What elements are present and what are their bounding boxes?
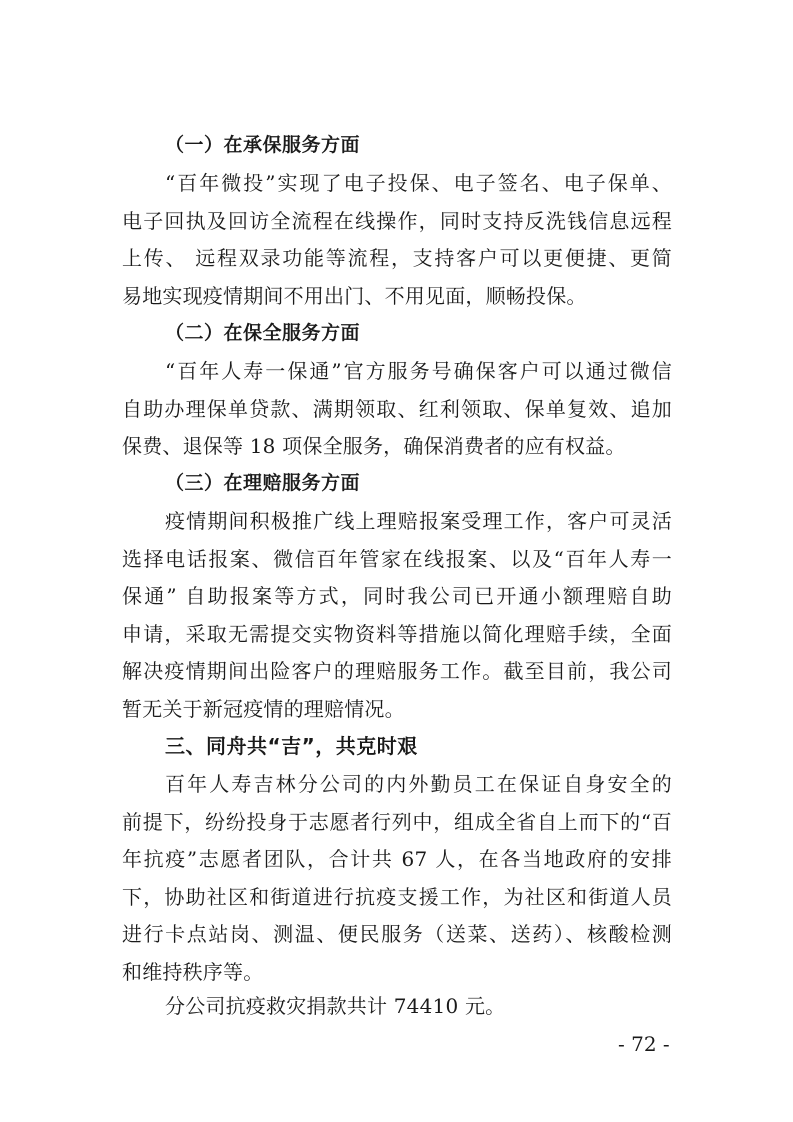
paragraph-line: “百年微投”实现了电子投保、电子签名、电子保单、 (165, 171, 672, 195)
subsection-heading-underwriting: （一）在承保服务方面 (165, 134, 361, 156)
paragraph-line: 上传、 远程双录功能等流程，支持客户可以更便捷、更简 (122, 246, 672, 270)
section-heading-together: 三、同舟共“吉”，共克时艰 (165, 734, 418, 758)
paragraph-line: 易地实现疫情期间不用出门、不用见面，顺畅投保。 (122, 284, 587, 308)
page-number: - 72 - (618, 1032, 670, 1056)
paragraph-line: 下，协助社区和街道进行抗疫支援工作，为社区和街道人员 (122, 885, 672, 909)
paragraph-line: 解决疫情期间出险客户的理赔服务工作。截至目前，我公司 (122, 659, 672, 683)
paragraph-line: 自助办理保单贷款、满期领取、红利领取、保单复效、追加 (122, 397, 672, 421)
paragraph-line: 年抗疫”志愿者团队，合计共 67 人，在各当地政府的安排 (122, 847, 672, 871)
donation-line: 分公司抗疫救灾捐款共计 74410 元。 (165, 994, 506, 1018)
paragraph-line: 保费、退保等 18 项保全服务，确保消费者的应有权益。 (122, 434, 626, 458)
paragraph-line: 申请，采取无需提交实物资料等措施以简化理赔手续，全面 (122, 622, 672, 646)
paragraph-line: 保通” 自助报案等方式，同时我公司已开通小额理赔自助 (122, 584, 672, 608)
paragraph-line: 选择电话报案、微信百年管家在线报案、以及“百年人寿一 (122, 547, 672, 571)
paragraph-line: 进行卡点站岗、测温、便民服务（送菜、送药）、核酸检测 (122, 922, 672, 946)
paragraph-line: 前提下，纷纷投身于志愿者行列中，组成全省自上而下的“百 (122, 810, 672, 834)
paragraph-line: 暂无关于新冠疫情的理赔情况。 (122, 697, 405, 721)
paragraph-line: 百年人寿吉林分公司的内外勤员工在保证自身安全的 (165, 772, 672, 796)
paragraph-line: 和维持秩序等。 (122, 960, 264, 984)
paragraph-line: 电子回执及回访全流程在线操作，同时支持反洗钱信息远程 (122, 209, 672, 233)
subsection-heading-preservation: （二）在保全服务方面 (165, 322, 361, 344)
paragraph-line: 疫情期间积极推广线上理赔报案受理工作，客户可灵活 (165, 509, 672, 533)
paragraph-line: “百年人寿一保通”官方服务号确保客户可以通过微信 (165, 359, 672, 383)
subsection-heading-claims: （三）在理赔服务方面 (165, 472, 361, 494)
